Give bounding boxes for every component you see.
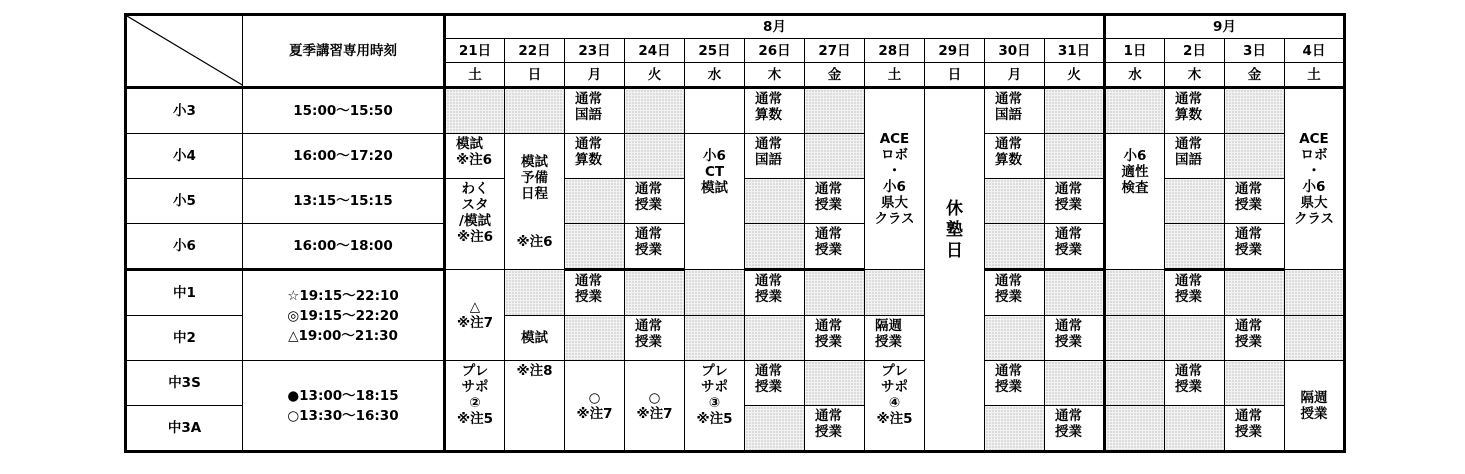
date-header: 26日 (745, 39, 805, 63)
class-cell: ※注8 (505, 361, 565, 452)
empty-cell (745, 179, 805, 224)
empty-cell (805, 134, 865, 179)
weekday-header: 木 (1165, 63, 1225, 88)
grade-label: 小4 (126, 134, 243, 179)
date-header: 1日 (1105, 39, 1165, 63)
date-header: 31日 (1045, 39, 1105, 63)
empty-cell (805, 88, 865, 134)
weekday-header: 土 (445, 63, 505, 88)
class-cell: 模試 ※注6 (445, 134, 505, 179)
weekday-header: 月 (985, 63, 1045, 88)
empty-cell (565, 224, 625, 270)
date-header: 22日 (505, 39, 565, 63)
date-header: 29日 (925, 39, 985, 63)
class-cell: 通常 授業 (1225, 316, 1285, 361)
grade-label: 中2 (126, 316, 243, 361)
empty-cell (1105, 406, 1165, 452)
weekday-header: 火 (1045, 63, 1105, 88)
date-header: 24日 (625, 39, 685, 63)
date-header: 27日 (805, 39, 865, 63)
weekday-header: 日 (925, 63, 985, 88)
class-cell: 通常 授業 (625, 224, 685, 270)
weekday-header: 火 (625, 63, 685, 88)
class-cell: 通常 授業 (745, 361, 805, 406)
empty-cell (805, 361, 865, 406)
empty-cell (1045, 270, 1105, 316)
empty-cell (625, 88, 685, 134)
grade-label: 中1 (126, 270, 243, 316)
empty-cell (1165, 316, 1225, 361)
weekday-header: 金 (1225, 63, 1285, 88)
class-cell: 通常 授業 (1045, 224, 1105, 270)
empty-cell (1225, 134, 1285, 179)
empty-cell (1105, 270, 1165, 316)
event-cell: ACE ロボ ・ 小6 県大 クラス (1285, 88, 1345, 270)
corner-diagonal-cell (126, 15, 243, 88)
empty-cell (685, 270, 745, 316)
event-cell: 模試 予備 日程 ※注6 (505, 134, 565, 270)
empty-cell (1105, 361, 1165, 406)
grade-label: 中3S (126, 361, 243, 406)
class-cell: 通常 国語 (985, 88, 1045, 134)
month-header-sep: 9月 (1105, 15, 1345, 39)
class-cell: 通常 算数 (985, 134, 1045, 179)
empty-cell (1165, 406, 1225, 452)
class-cell: 通常 授業 (1045, 179, 1105, 224)
class-cell: 通常 授業 (1165, 361, 1225, 406)
time-slot: ☆19:15～22:10 ◎19:15～22:20 △19:00～21:30 (243, 270, 445, 361)
empty-cell (1285, 316, 1345, 361)
class-cell: 模試 (505, 316, 565, 361)
empty-cell (985, 179, 1045, 224)
class-cell: 通常 授業 (625, 179, 685, 224)
empty-cell (985, 224, 1045, 270)
time-slot: ●13:00～18:15 ○13:30～16:30 (243, 361, 445, 452)
class-cell: 通常 授業 (805, 316, 865, 361)
event-cell: 小6 適性 検査 (1105, 134, 1165, 270)
date-header: 21日 (445, 39, 505, 63)
empty-cell (505, 88, 565, 134)
empty-cell (1165, 179, 1225, 224)
empty-cell (685, 316, 745, 361)
grade-label: 小5 (126, 179, 243, 224)
grade-label: 小3 (126, 88, 243, 134)
date-header: 3日 (1225, 39, 1285, 63)
class-cell: 通常 国語 (745, 134, 805, 179)
empty-cell (625, 134, 685, 179)
empty-cell (745, 406, 805, 452)
empty-cell (865, 270, 925, 316)
class-cell: 通常 授業 (1045, 406, 1105, 452)
weekday-header: 土 (1285, 63, 1345, 88)
class-cell: 通常 国語 (1165, 134, 1225, 179)
empty-cell (685, 88, 745, 134)
time-column-header: 夏季講習専用時刻 (243, 15, 445, 88)
empty-cell (1045, 361, 1105, 406)
class-cell: 通常 授業 (985, 270, 1045, 316)
class-cell: △ ※注7 (445, 270, 505, 361)
empty-cell (1225, 361, 1285, 406)
weekday-header: 金 (805, 63, 865, 88)
empty-cell (1105, 316, 1165, 361)
schedule-table (124, 13, 1346, 453)
weekday-header: 土 (865, 63, 925, 88)
empty-cell (745, 224, 805, 270)
class-cell: ○ ※注7 (565, 361, 625, 452)
class-cell: 通常 授業 (565, 270, 625, 316)
class-cell: 通常 国語 (565, 88, 625, 134)
class-cell: 隔週 授業 (1285, 361, 1345, 452)
empty-cell (565, 179, 625, 224)
empty-cell (985, 406, 1045, 452)
class-cell: 通常 授業 (805, 179, 865, 224)
closed-day-cell: 休 塾 日 (925, 88, 985, 452)
time-slot: 16:00～17:20 (243, 134, 445, 179)
date-header: 30日 (985, 39, 1045, 63)
class-cell: 通常 授業 (1225, 224, 1285, 270)
class-cell: プレ サポ ④ ※注5 (865, 361, 925, 452)
date-header: 23日 (565, 39, 625, 63)
time-slot: 13:15～15:15 (243, 179, 445, 224)
grade-label: 小6 (126, 224, 243, 270)
empty-cell (625, 270, 685, 316)
class-cell: 通常 算数 (1165, 88, 1225, 134)
class-cell: 通常 授業 (805, 406, 865, 452)
date-header: 2日 (1165, 39, 1225, 63)
empty-cell (505, 270, 565, 316)
weekday-header: 水 (1105, 63, 1165, 88)
class-cell: 通常 授業 (985, 361, 1045, 406)
class-cell: 通常 授業 (625, 316, 685, 361)
weekday-header: 木 (745, 63, 805, 88)
class-cell: 通常 授業 (1045, 316, 1105, 361)
empty-cell (1225, 270, 1285, 316)
class-cell: ○ ※注7 (625, 361, 685, 452)
weekday-header: 水 (685, 63, 745, 88)
class-cell: プレ サポ ③ ※注5 (685, 361, 745, 452)
empty-cell (565, 316, 625, 361)
class-cell: 通常 授業 (1165, 270, 1225, 316)
weekday-header: 日 (505, 63, 565, 88)
class-cell: 隔週 授業 (865, 316, 925, 361)
class-cell: 通常 算数 (565, 134, 625, 179)
class-cell: 通常 授業 (805, 224, 865, 270)
empty-cell (1045, 134, 1105, 179)
time-slot: 16:00～18:00 (243, 224, 445, 270)
date-header: 25日 (685, 39, 745, 63)
time-slot: 15:00～15:50 (243, 88, 445, 134)
empty-cell (1225, 88, 1285, 134)
empty-cell (745, 316, 805, 361)
empty-cell (1165, 224, 1225, 270)
grade-label: 中3A (126, 406, 243, 452)
empty-cell (1105, 88, 1165, 134)
date-header: 28日 (865, 39, 925, 63)
class-cell: プレ サポ ② ※注5 (445, 361, 505, 452)
empty-cell (985, 316, 1045, 361)
empty-cell (1045, 88, 1105, 134)
class-cell: わく スタ /模試 ※注6 (445, 179, 505, 270)
empty-cell (1285, 270, 1345, 316)
class-cell: 通常 授業 (1225, 406, 1285, 452)
empty-cell (805, 270, 865, 316)
event-cell: 小6 CT 模試 (685, 134, 745, 270)
weekday-header: 月 (565, 63, 625, 88)
empty-cell (445, 88, 505, 134)
diagonal-line (127, 16, 243, 86)
class-cell: 通常 算数 (745, 88, 805, 134)
date-header: 4日 (1285, 39, 1345, 63)
class-cell: 通常 授業 (745, 270, 805, 316)
class-cell: 通常 授業 (1225, 179, 1285, 224)
month-header-aug: 8月 (445, 15, 1105, 39)
event-cell: ACE ロボ ・ 小6 県大 クラス (865, 88, 925, 270)
